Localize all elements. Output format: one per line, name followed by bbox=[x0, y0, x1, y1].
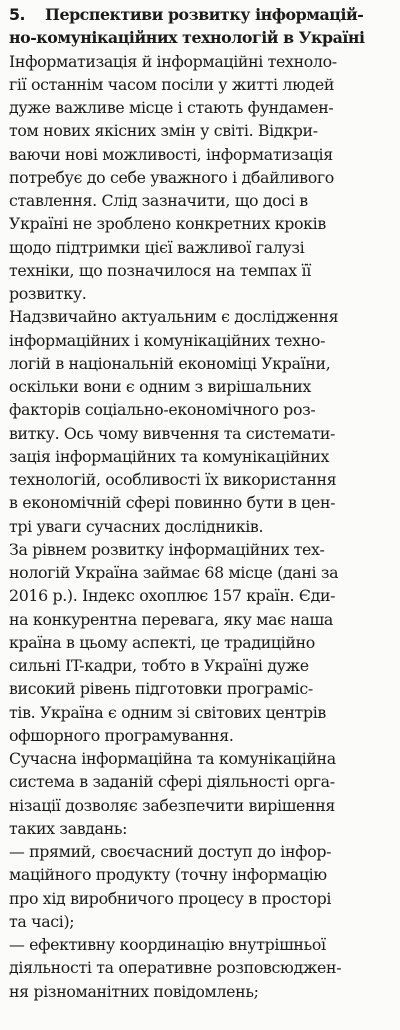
list-item: — прямий, своєчасний доступ до інфор- bbox=[9, 842, 332, 861]
document-page bbox=[9, 3, 389, 1003]
text-line: За рівнем розвитку інформаційних тех- bbox=[9, 539, 325, 559]
text-line: діяльності та оперативне розповсюджен- bbox=[9, 958, 342, 978]
text-line: гії останнім часом посіли у житті людей bbox=[9, 74, 335, 94]
text-line: тів. Україна є одним зі світових центрів bbox=[9, 702, 326, 722]
text-line: таких завдань: bbox=[9, 818, 128, 838]
text-line: оскільки вони є одним з вирішальних bbox=[9, 377, 311, 396]
paragraph bbox=[9, 538, 389, 747]
text-line: витку. Ось чому вивчення та системати- bbox=[9, 423, 336, 443]
text-line: зація інформаційних та комунікаційних bbox=[9, 446, 330, 466]
text-line: в економічній сфері повинно бути в цен- bbox=[9, 493, 336, 513]
text-line: факторів соціально-економічного роз- bbox=[9, 400, 316, 420]
text-line: дуже важливе місце і стають фундамен- bbox=[9, 98, 334, 117]
text-line: том нових якісних змін у світі. Відкри- bbox=[9, 121, 318, 141]
text-line: про хід виробничого процесу в просторі bbox=[9, 888, 332, 908]
text-line: офшорного програмування. bbox=[9, 725, 234, 745]
text-line: країна в цьому аспекті, це традиційно bbox=[9, 632, 315, 652]
text-line: інформаційних і комунікаційних техно- bbox=[9, 330, 326, 350]
text-line: потребує до себе уважного і дбайливого bbox=[9, 167, 334, 187]
section-title-line: Перспективи розвитку інформацій- bbox=[45, 5, 364, 24]
text-line: технологій, особливості їх використання bbox=[9, 470, 337, 489]
paragraph bbox=[9, 305, 389, 538]
text-line: високий рівень підготовки програміс- bbox=[9, 679, 313, 699]
text-line: система в заданій сфері діяльності орга- bbox=[9, 772, 335, 792]
text-line: розвитку. bbox=[9, 284, 87, 303]
text-line: логій в національній економіці України, bbox=[9, 353, 331, 373]
paragraph bbox=[9, 50, 389, 306]
text-line: трі уваги сучасних дослідників. bbox=[9, 516, 264, 536]
list-item: — ефективну координацію внутрішньої bbox=[9, 935, 326, 954]
text-line: нізації дозволяє забезпечити вирішення bbox=[9, 795, 336, 815]
text-line: Надзвичайно актуальним є дослідження bbox=[9, 307, 339, 327]
section-heading bbox=[9, 3, 389, 26]
section-number: 5. bbox=[9, 5, 26, 24]
text-line: ставлення. Слід зазначити, що досі в bbox=[9, 191, 308, 210]
text-line: ваючи нові можливості, інформатизація bbox=[9, 144, 333, 164]
text-line: щодо підтримки цієї важливої галузі bbox=[9, 237, 305, 257]
text-line: Україні не зроблено конкретних кроків bbox=[9, 214, 326, 234]
paragraph bbox=[9, 747, 389, 1003]
text-line: на конкурентна перевага, яку має наша bbox=[9, 609, 333, 629]
text-line: та часі); bbox=[9, 911, 75, 931]
text-line: техніки, що позначилося на темпах її bbox=[9, 260, 311, 280]
text-line: маційного продукту (точну інформацію bbox=[9, 865, 327, 885]
text-line: ня різноманітних повідомлень; bbox=[9, 981, 259, 1001]
section-title-line: но-комунікаційних технологій в Україні bbox=[9, 28, 365, 48]
text-line: сильні IT-кадри, тобто в Україні дуже bbox=[9, 656, 309, 675]
text-line: нологій Україна займає 68 місце (дані за bbox=[9, 563, 339, 582]
text-line: Інформатизація й інформаційні техноло- bbox=[9, 51, 337, 71]
text-line: Сучасна інформаційна та комунікаційна bbox=[9, 749, 336, 768]
text-line: 2016 р.). Індекс охоплює 157 країн. Єди- bbox=[9, 586, 336, 606]
